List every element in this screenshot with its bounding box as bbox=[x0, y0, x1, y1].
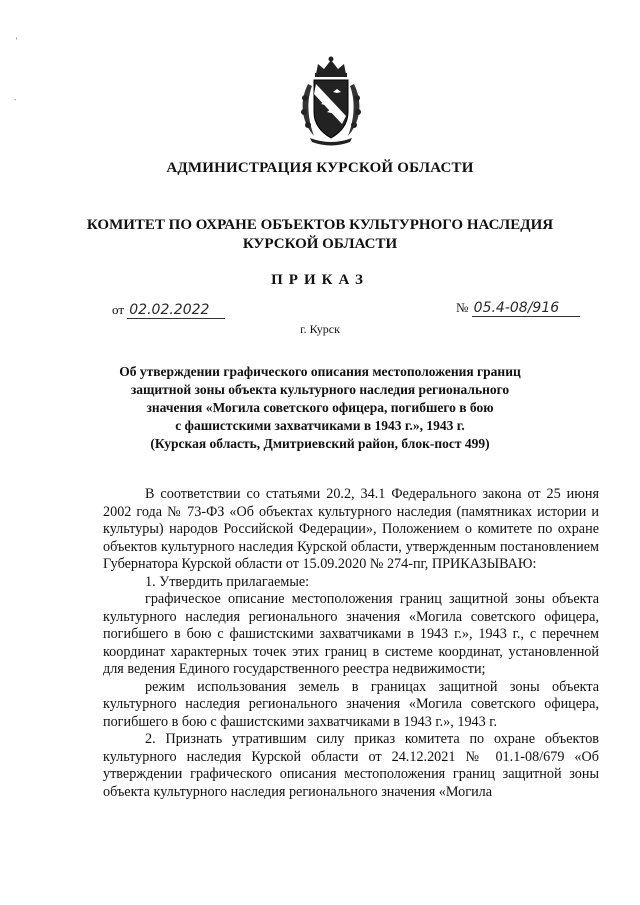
title-line: с фашистскими захватчиками в 1943 г.», 1943 г. bbox=[175, 418, 465, 433]
document-type: ПРИКАЗ bbox=[271, 272, 369, 288]
title-line: Об утверждении графического описания местоположения границ bbox=[119, 364, 521, 379]
document-title bbox=[0, 363, 640, 453]
committee-line: КОМИТЕТ ПО ОХРАНЕ ОБЪЕКТОВ КУЛЬТУРНОГО НАСЛЕДИЯ bbox=[86, 217, 554, 233]
organization-name: АДМИНИСТРАЦИЯ КУРСКОЙ ОБЛАСТИ bbox=[166, 160, 474, 176]
date-value: 02.02.2022 bbox=[127, 302, 225, 319]
preamble-paragraph: В соответствии со статьями 20.2, 34.1 Федерального закона от 25 июня 2002 года № 73-ФЗ «Об объектах культурного наследия (памятниках истории и культуры) народов Российской Федерации», Положением о комитете по охране объектов культурного наследия Курской области, утвержденным постановлением Губернатора Курской области от 15.09.2020 № 274-пг, ПРИКАЗЫВАЮ: bbox=[103, 486, 599, 572]
title-line: защитной зоны объекта культурного наследия регионального bbox=[130, 382, 510, 397]
number-value: 05.4-08/916 bbox=[472, 300, 580, 317]
document-date bbox=[112, 302, 225, 319]
committee-line: КУРСКОЙ ОБЛАСТИ bbox=[242, 236, 398, 252]
item-1: 1. Утвердить прилагаемые: bbox=[145, 573, 310, 590]
title-line: значения «Могила советского офицера, погибшего в бою bbox=[146, 400, 494, 415]
committee-name bbox=[0, 216, 640, 254]
item-1a: графическое описание местоположения границ защитной зоны объекта культурного наследия регионального значения «Могила советского офицера, погибшего в бою с фашистскими захватчиками в 1943 г.», 1943 г., с перечнем координат характерных точек этих границ в системе координат, установленной для ведения Единого государственного реестра недвижимости; bbox=[103, 591, 599, 677]
document-number bbox=[456, 300, 580, 317]
date-prefix: от bbox=[112, 302, 125, 317]
scan-mark: ` bbox=[14, 98, 17, 107]
number-prefix: № bbox=[456, 300, 469, 315]
scan-mark: ' bbox=[16, 36, 18, 45]
document-body bbox=[103, 486, 599, 801]
city: г. Курск bbox=[300, 322, 340, 336]
coat-of-arms-icon bbox=[294, 54, 368, 146]
item-2: 2. Признать утратившим силу приказ комитета по охране объектов культурного наследия Курской области от 24.12.2021 № 01.1-08/679 «Об утверждении графического описания местоположения границ защитной зоны объекта культурного наследия регионального значения «Могила bbox=[103, 731, 599, 800]
item-1b: режим использования земель в границах защитной зоны объекта культурного наследия регионального значения «Могила советского офицера, погибшего в бою с фашистскими захватчиками в 1943 г.», 1943 г. bbox=[103, 678, 599, 730]
title-line: (Курская область, Дмитриевский район, блок-пост 499) bbox=[150, 436, 490, 451]
